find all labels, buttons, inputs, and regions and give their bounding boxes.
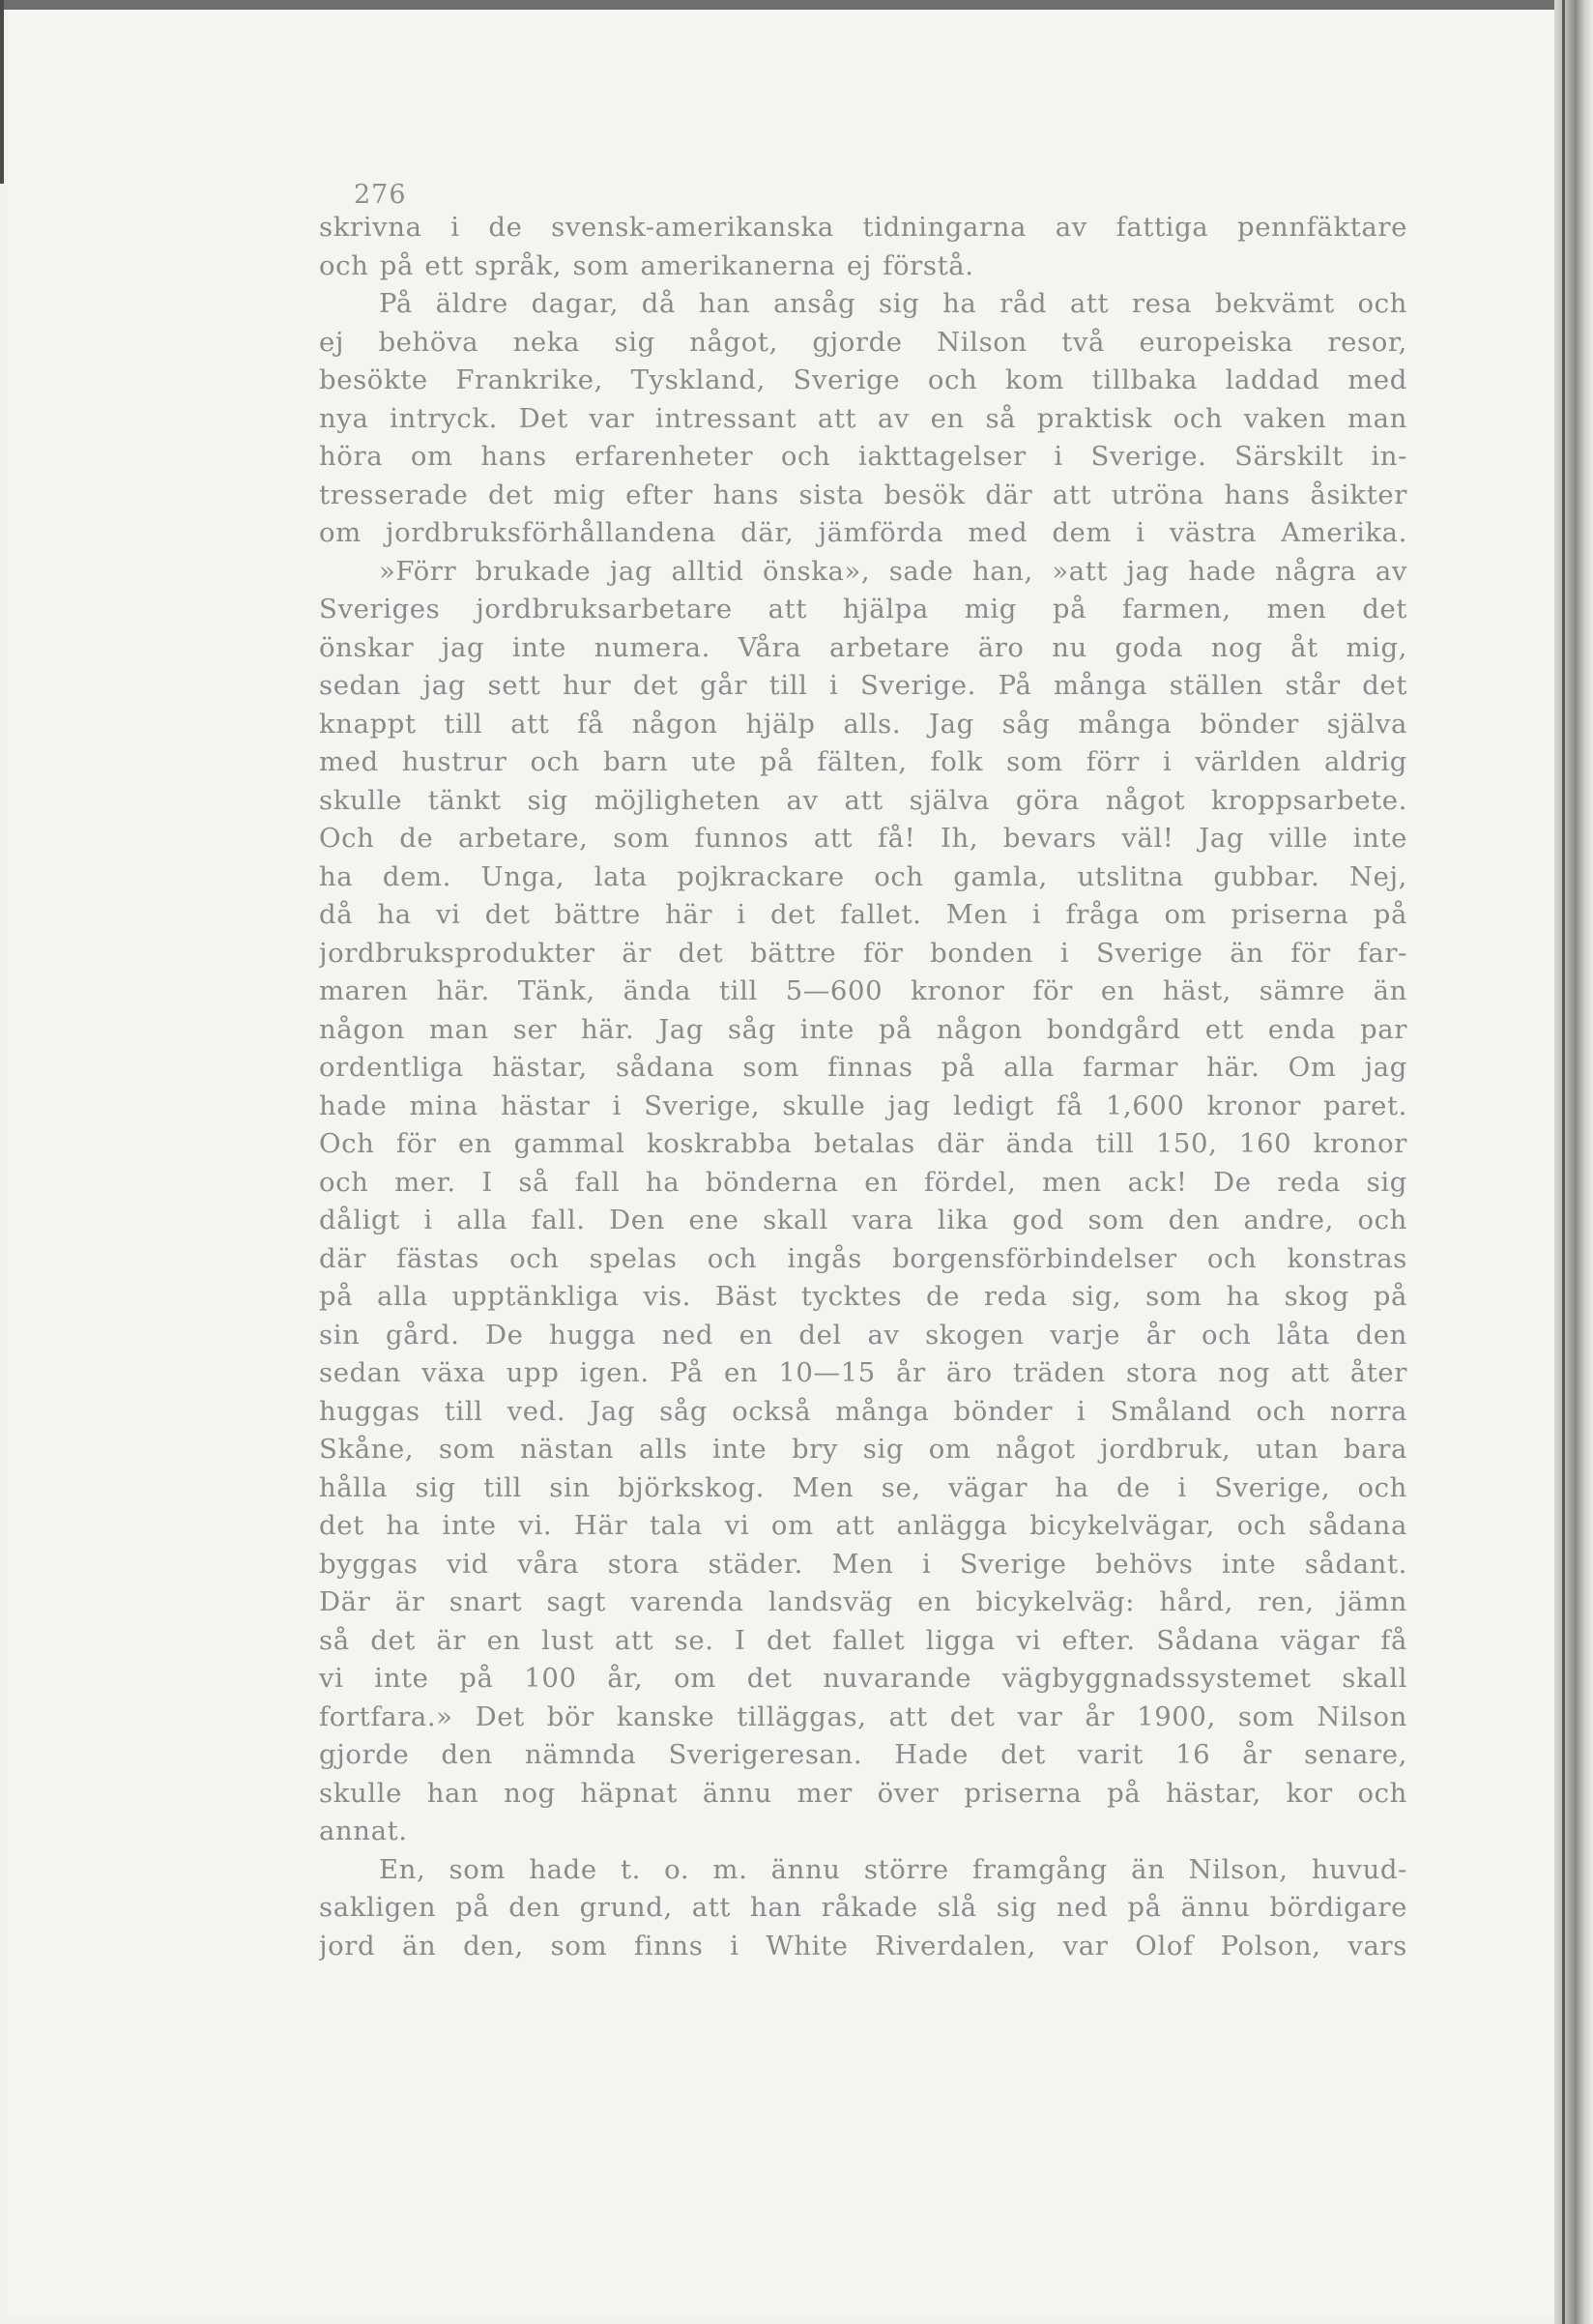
text-line: om jordbruksförhållandena där, jämförda med dem i västra Amerika. [319,517,1407,548]
text-line: och mer. I så fall ha bönderna en fördel, men ack! De reda sig [319,1166,1407,1198]
text-line: Och för en gammal koskrabba betalas där ända till 150, 160 kronor [319,1128,1407,1159]
text-line: med hustrur och barn ute på fälten, folk som förr i världen aldrig [319,746,1407,777]
scan-top-edge [0,0,1593,10]
text-line: någon man ser här. Jag såg inte på någon bondgård ett enda par [319,1013,1407,1045]
text-line: önskar jag inte numera. Våra arbetare äro nu goda nog åt mig, [319,631,1407,663]
text-line: gjorde den nämnda Sverigeresan. Hade det varit 16 år senare, [319,1739,1407,1770]
text-line: nya intryck. Det var intressant att av en så praktisk och vaken man [319,402,1407,434]
text-line: På äldre dagar, då han ansåg sig ha råd att resa bekvämt och [379,288,1407,319]
text-line: sin gård. De hugga ned en del av skogen varje år och låta den [319,1319,1407,1351]
text-line: besökte Frankrike, Tyskland, Sverige och kom tillbaka laddad med [319,364,1407,395]
text-line: dåligt i alla fall. Den ene skall vara lika god som den andre, och [319,1205,1407,1235]
text-line: skulle tänkt sig möjligheten av att själva göra något kroppsarbete. [319,784,1407,816]
text-line: Sveriges jordbruksarbetare att hjälpa mig på farmen, men det [319,594,1407,625]
text-line: där fästas och spelas och ingås borgensförbindelser och konstras [319,1242,1407,1274]
text-line: jordbruksprodukter är det bättre för bonden i Sverige än för far- [319,937,1407,969]
text-line: ordentliga hästar, sådana som finnas på alla farmar här. Om jag [319,1052,1407,1083]
text-line: på alla upptänkliga vis. Bäst tycktes de reda sig, som ha skog på [319,1281,1407,1312]
text-line: jord än den, som finns i White Riverdalen, var Olof Polson, vars [319,1930,1407,1961]
text-line: En, som hade t. o. m. ännu större framgång än Nilson, huvud- [379,1853,1407,1885]
text-line: höra om hans erfarenheter och iakttagelser i Sverige. Särskilt in- [319,441,1407,472]
text-line: hålla sig till sin björkskog. Men se, vägar ha de i Sverige, och [319,1471,1407,1503]
text-line: huggas till ved. Jag såg också många bönder i Småland och norra [319,1395,1407,1427]
text-line: tresserade det mig efter hans sista besök där att utröna hans åsikter [319,479,1407,510]
text-line: så det är en lust att se. I det fallet ligga vi efter. Sådana vägar få [319,1624,1407,1656]
text-line: »Förr brukade jag alltid önska», sade han, »att jag hade några av [379,555,1407,587]
scan-left-edge-mark [0,0,4,184]
body-text [319,209,1407,1965]
text-line: då ha vi det bättre här i det fallet. Men i fråga om priserna på [319,899,1407,930]
text-line: byggas vid våra stora städer. Men i Sverige behövs inte sådant. [319,1548,1407,1580]
text-line: annat. [319,1816,408,1846]
page-number: 276 [354,180,407,210]
text-line: maren här. Tänk, ända till 5—600 kronor för en häst, sämre än [319,975,1407,1006]
text-line: sedan växa upp igen. På en 10—15 år äro träden stora nog att åter [319,1357,1407,1388]
text-line: skrivna i de svensk-amerikanska tidningarna av fattiga pennfäktare [319,212,1407,243]
text-line: sedan jag sett hur det går till i Sverige. På många ställen står det [319,670,1407,701]
text-line: skulle han nog häpnat ännu mer över priserna på hästar, kor och [319,1777,1407,1809]
text-line: knappt till att få någon hjälp alls. Jag såg många bönder själva [319,708,1407,740]
text-line: Och de arbetare, som funnos att få! Ih, bevars väl! Jag ville inte [319,823,1407,854]
text-line: ej behöva neka sig något, gjorde Nilson två europeiska resor, [319,326,1407,358]
text-line: sakligen på den grund, att han råkade slå sig ned på ännu bördigare [319,1892,1407,1923]
text-line: Skåne, som nästan alls inte bry sig om något jordbruk, utan bara [319,1434,1407,1465]
book-spine-shadow [1554,0,1593,2324]
text-line: och på ett språk, som amerikanerna ej förstå. [319,249,974,281]
text-line: det ha inte vi. Här tala vi om att anlägga bicykelvägar, och sådana [319,1510,1407,1541]
text-line: Där är snart sagt varenda landsväg en bicykelväg: hård, ren, jämn [319,1586,1407,1617]
text-line: ha dem. Unga, lata pojkrackare och gamla, utslitna gubbar. Nej, [319,860,1407,892]
text-line: vi inte på 100 år, om det nuvarande vägbyggnadssystemet skall [319,1663,1407,1694]
text-line: hade mina hästar i Sverige, skulle jag ledigt få 1,600 kronor paret. [319,1089,1407,1121]
text-line: fortfara.» Det bör kanske tilläggas, att det var år 1900, som Nilson [319,1700,1407,1732]
book-spine-line [1562,0,1565,2324]
